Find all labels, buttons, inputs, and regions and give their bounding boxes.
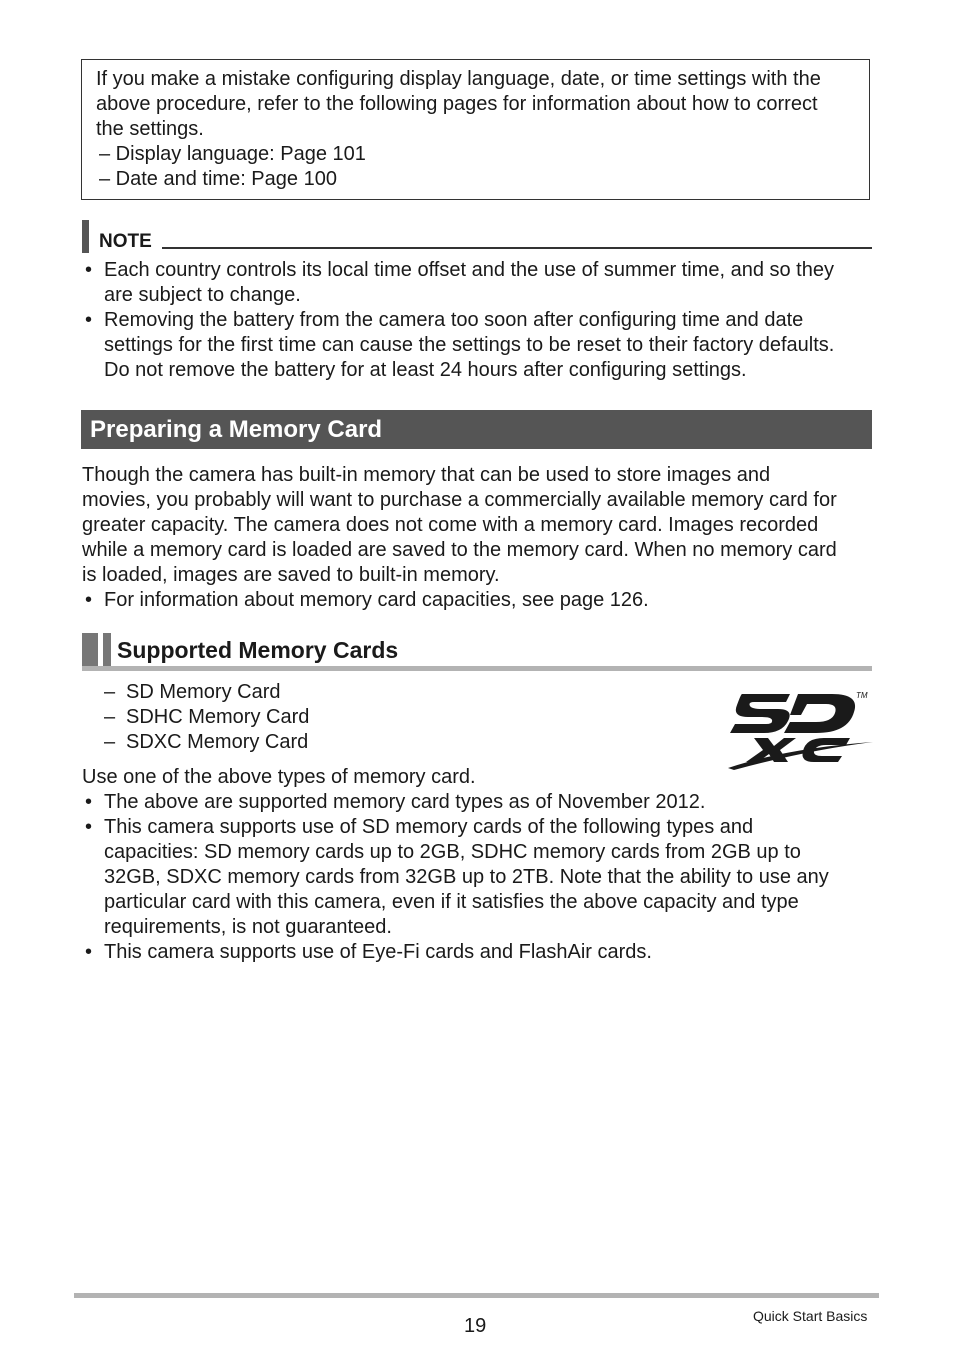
paragraph-line: movies, you probably will want to purchase a commercially available memory card for [82, 489, 837, 511]
card-bullet-line: This camera supports use of Eye-Fi cards and FlashAir cards. [104, 941, 652, 963]
note-bullet-line: Each country controls its local time offset and the use of summer time, and so they [104, 259, 834, 281]
notice-box [81, 59, 870, 200]
card-bullet-line: This camera supports use of SD memory cards of the following types and [104, 816, 754, 838]
subsection-marker [103, 633, 111, 668]
trademark-mark: TM [856, 691, 868, 700]
note-bullet-line: settings for the first time can cause the settings to be reset to their factory defaults. [104, 334, 835, 356]
paragraph-line: while a memory card is loaded are saved to the memory card. When no memory card [82, 539, 837, 561]
note-bullet-line: are subject to change. [104, 284, 301, 306]
paragraph-line: Though the camera has built-in memory that can be used to store images and [82, 464, 771, 486]
section-title: Preparing a Memory Card [90, 416, 383, 443]
paragraph-line: greater capacity. The camera does not come with a memory card. Images recorded [82, 514, 819, 536]
bullet-symbol: • [85, 791, 93, 813]
card-type: SDHC Memory Card [126, 706, 310, 728]
card-bullet-line: The above are supported memory card types as of November 2012. [104, 791, 706, 813]
dash: – [104, 681, 116, 703]
card-type: SDXC Memory Card [126, 731, 309, 753]
card-bullet-line: requirements, is not guaranteed. [104, 916, 392, 938]
section-bullet: For information about memory card capacities, see page 126. [104, 589, 649, 611]
page-number: 19 [464, 1315, 487, 1337]
notice-line: the settings. [96, 118, 204, 140]
bullet-symbol: • [85, 309, 93, 331]
note-label: NOTE [99, 231, 152, 252]
bullet-symbol: • [85, 941, 93, 963]
usage-line: Use one of the above types of memory card. [82, 766, 476, 788]
note-bullet-line: Removing the battery from the camera too soon after configuring time and date [104, 309, 804, 331]
footer-rule [74, 1293, 879, 1298]
footer-section-name: Quick Start Basics [753, 1308, 868, 1324]
notice-line: above procedure, refer to the following pages for information about how to correct [96, 93, 818, 115]
paragraph-line: is loaded, images are saved to built-in memory. [82, 564, 500, 586]
note-marker [82, 220, 89, 253]
notice-item: – Display language: Page 101 [99, 143, 366, 165]
card-type: SD Memory Card [126, 681, 281, 703]
card-bullet-line: particular card with this camera, even if it satisfies the above capacity and type [104, 891, 799, 913]
subsection-rule [82, 666, 872, 671]
section-header [81, 410, 872, 449]
card-bullet-line: capacities: SD memory cards up to 2GB, SDHC memory cards from 2GB up to [104, 841, 801, 863]
bullet-symbol: • [85, 589, 93, 611]
notice-line: If you make a mistake configuring display language, date, or time settings with the [96, 68, 821, 90]
subsection-marker [82, 633, 98, 668]
notice-item: – Date and time: Page 100 [99, 168, 337, 190]
card-bullet-line: 32GB, SDXC memory cards from 32GB up to 2TB. Note that the ability to use any [104, 866, 829, 888]
bullet-symbol: • [85, 816, 93, 838]
dash: – [104, 706, 116, 728]
sdxc-logo [728, 688, 873, 770]
note-bullet-line: Do not remove the battery for at least 24 hours after configuring settings. [104, 359, 747, 381]
dash: – [104, 731, 116, 753]
subsection-title: Supported Memory Cards [117, 637, 399, 663]
note-rule [162, 247, 872, 249]
bullet-symbol: • [85, 259, 93, 281]
